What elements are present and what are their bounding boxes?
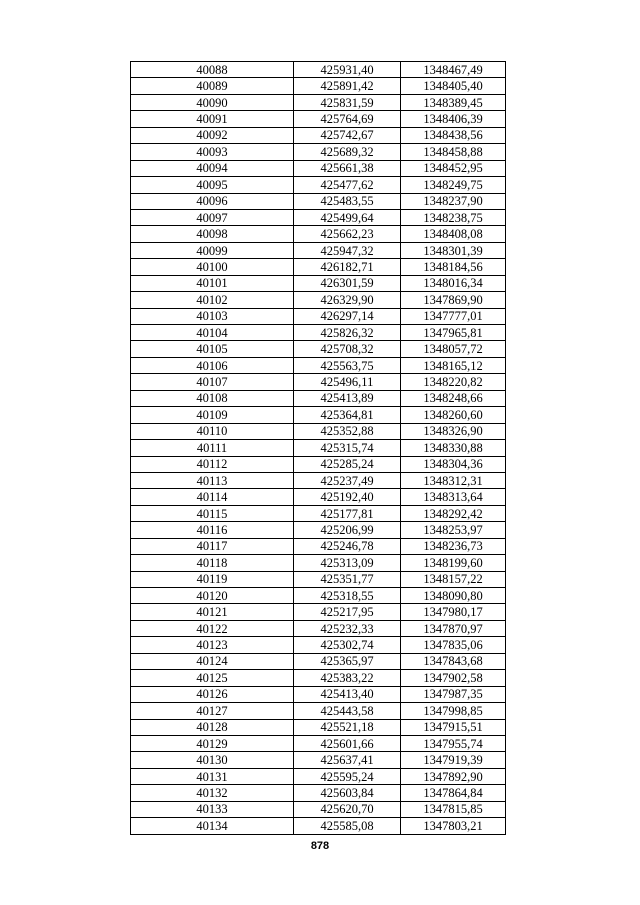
x-coordinate-cell: 425620,70 [294, 801, 401, 817]
point-id-cell: 40129 [131, 735, 294, 751]
point-id-cell: 40098 [131, 226, 294, 242]
table-row [131, 768, 506, 784]
x-coordinate-cell: 425364,81 [294, 407, 401, 423]
table-row [131, 440, 506, 456]
table-row [131, 308, 506, 324]
point-id-cell: 40110 [131, 423, 294, 439]
table-row [131, 275, 506, 291]
point-id-cell: 40102 [131, 292, 294, 308]
point-id-cell: 40115 [131, 505, 294, 521]
y-coordinate-cell: 1348238,75 [401, 209, 506, 225]
y-coordinate-cell: 1348458,88 [401, 144, 506, 160]
y-coordinate-cell: 1348220,82 [401, 374, 506, 390]
coordinates-table [130, 61, 506, 835]
y-coordinate-cell: 1348090,80 [401, 588, 506, 604]
x-coordinate-cell: 425595,24 [294, 768, 401, 784]
point-id-cell: 40100 [131, 259, 294, 275]
x-coordinate-cell: 425891,42 [294, 78, 401, 94]
table-row [131, 242, 506, 258]
table-row [131, 653, 506, 669]
point-id-cell: 40120 [131, 588, 294, 604]
y-coordinate-cell: 1348405,40 [401, 78, 506, 94]
table-row [131, 686, 506, 702]
point-id-cell: 40119 [131, 571, 294, 587]
point-id-cell: 40089 [131, 78, 294, 94]
x-coordinate-cell: 425637,41 [294, 752, 401, 768]
point-id-cell: 40113 [131, 472, 294, 488]
point-id-cell: 40117 [131, 538, 294, 554]
table-row [131, 160, 506, 176]
y-coordinate-cell: 1347987,35 [401, 686, 506, 702]
point-id-cell: 40101 [131, 275, 294, 291]
y-coordinate-cell: 1347998,85 [401, 703, 506, 719]
y-coordinate-cell: 1348326,90 [401, 423, 506, 439]
point-id-cell: 40096 [131, 193, 294, 209]
x-coordinate-cell: 425192,40 [294, 489, 401, 505]
point-id-cell: 40123 [131, 637, 294, 653]
y-coordinate-cell: 1348253,97 [401, 522, 506, 538]
y-coordinate-cell: 1347803,21 [401, 818, 506, 834]
point-id-cell: 40126 [131, 686, 294, 702]
x-coordinate-cell: 426297,14 [294, 308, 401, 324]
point-id-cell: 40108 [131, 390, 294, 406]
x-coordinate-cell: 425931,40 [294, 62, 401, 78]
point-id-cell: 40107 [131, 374, 294, 390]
x-coordinate-cell: 425237,49 [294, 472, 401, 488]
point-id-cell: 40118 [131, 555, 294, 571]
x-coordinate-cell: 425313,09 [294, 555, 401, 571]
table-row [131, 78, 506, 94]
y-coordinate-cell: 1347835,06 [401, 637, 506, 653]
table-row [131, 703, 506, 719]
y-coordinate-cell: 1347843,68 [401, 653, 506, 669]
x-coordinate-cell: 425563,75 [294, 357, 401, 373]
table-row [131, 259, 506, 275]
table-row [131, 801, 506, 817]
table-row [131, 62, 506, 78]
table-row [131, 588, 506, 604]
point-id-cell: 40122 [131, 620, 294, 636]
x-coordinate-cell: 425351,77 [294, 571, 401, 587]
point-id-cell: 40097 [131, 209, 294, 225]
table-row [131, 325, 506, 341]
y-coordinate-cell: 1347870,97 [401, 620, 506, 636]
table-row [131, 637, 506, 653]
point-id-cell: 40131 [131, 768, 294, 784]
point-id-cell: 40112 [131, 456, 294, 472]
table-row [131, 555, 506, 571]
y-coordinate-cell: 1348408,08 [401, 226, 506, 242]
table-row [131, 292, 506, 308]
y-coordinate-cell: 1348249,75 [401, 177, 506, 193]
x-coordinate-cell: 426301,59 [294, 275, 401, 291]
table-row [131, 177, 506, 193]
point-id-cell: 40111 [131, 440, 294, 456]
x-coordinate-cell: 425365,97 [294, 653, 401, 669]
x-coordinate-cell: 425826,32 [294, 325, 401, 341]
table-row [131, 423, 506, 439]
table-row [131, 522, 506, 538]
y-coordinate-cell: 1347777,01 [401, 308, 506, 324]
point-id-cell: 40103 [131, 308, 294, 324]
x-coordinate-cell: 425413,40 [294, 686, 401, 702]
x-coordinate-cell: 425217,95 [294, 604, 401, 620]
coordinates-table-body [131, 62, 506, 835]
table-row [131, 670, 506, 686]
y-coordinate-cell: 1347965,81 [401, 325, 506, 341]
table-row [131, 127, 506, 143]
x-coordinate-cell: 426182,71 [294, 259, 401, 275]
point-id-cell: 40106 [131, 357, 294, 373]
x-coordinate-cell: 425585,08 [294, 818, 401, 834]
y-coordinate-cell: 1348467,49 [401, 62, 506, 78]
x-coordinate-cell: 425246,78 [294, 538, 401, 554]
y-coordinate-cell: 1347902,58 [401, 670, 506, 686]
y-coordinate-cell: 1347915,51 [401, 719, 506, 735]
x-coordinate-cell: 425285,24 [294, 456, 401, 472]
y-coordinate-cell: 1348438,56 [401, 127, 506, 143]
table-row [131, 390, 506, 406]
table-row [131, 209, 506, 225]
x-coordinate-cell: 425661,38 [294, 160, 401, 176]
x-coordinate-cell: 425708,32 [294, 341, 401, 357]
point-id-cell: 40093 [131, 144, 294, 160]
table-row [131, 719, 506, 735]
point-id-cell: 40132 [131, 785, 294, 801]
x-coordinate-cell: 425496,11 [294, 374, 401, 390]
table-row [131, 752, 506, 768]
point-id-cell: 40125 [131, 670, 294, 686]
y-coordinate-cell: 1348389,45 [401, 94, 506, 110]
y-coordinate-cell: 1348330,88 [401, 440, 506, 456]
y-coordinate-cell: 1348016,34 [401, 275, 506, 291]
point-id-cell: 40095 [131, 177, 294, 193]
y-coordinate-cell: 1348248,66 [401, 390, 506, 406]
x-coordinate-cell: 425483,55 [294, 193, 401, 209]
table-row [131, 489, 506, 505]
point-id-cell: 40128 [131, 719, 294, 735]
y-coordinate-cell: 1348301,39 [401, 242, 506, 258]
y-coordinate-cell: 1347864,84 [401, 785, 506, 801]
y-coordinate-cell: 1348165,12 [401, 357, 506, 373]
x-coordinate-cell: 425413,89 [294, 390, 401, 406]
y-coordinate-cell: 1347955,74 [401, 735, 506, 751]
point-id-cell: 40094 [131, 160, 294, 176]
point-id-cell: 40092 [131, 127, 294, 143]
x-coordinate-cell: 425443,58 [294, 703, 401, 719]
table-row [131, 620, 506, 636]
x-coordinate-cell: 425521,18 [294, 719, 401, 735]
x-coordinate-cell: 425177,81 [294, 505, 401, 521]
x-coordinate-cell: 425662,23 [294, 226, 401, 242]
point-id-cell: 40090 [131, 94, 294, 110]
table-row [131, 604, 506, 620]
point-id-cell: 40109 [131, 407, 294, 423]
y-coordinate-cell: 1348292,42 [401, 505, 506, 521]
table-row [131, 374, 506, 390]
point-id-cell: 40130 [131, 752, 294, 768]
table-row [131, 456, 506, 472]
point-id-cell: 40116 [131, 522, 294, 538]
x-coordinate-cell: 425302,74 [294, 637, 401, 653]
page-number: 878 [310, 840, 330, 852]
y-coordinate-cell: 1348236,73 [401, 538, 506, 554]
table-row [131, 785, 506, 801]
point-id-cell: 40127 [131, 703, 294, 719]
x-coordinate-cell: 425477,62 [294, 177, 401, 193]
y-coordinate-cell: 1348237,90 [401, 193, 506, 209]
y-coordinate-cell: 1348312,31 [401, 472, 506, 488]
y-coordinate-cell: 1347980,17 [401, 604, 506, 620]
table-row [131, 357, 506, 373]
y-coordinate-cell: 1348057,72 [401, 341, 506, 357]
table-row [131, 94, 506, 110]
table-row [131, 571, 506, 587]
point-id-cell: 40105 [131, 341, 294, 357]
x-coordinate-cell: 425764,69 [294, 111, 401, 127]
x-coordinate-cell: 426329,90 [294, 292, 401, 308]
table-row [131, 341, 506, 357]
x-coordinate-cell: 425499,64 [294, 209, 401, 225]
y-coordinate-cell: 1348260,60 [401, 407, 506, 423]
y-coordinate-cell: 1348304,36 [401, 456, 506, 472]
y-coordinate-cell: 1347892,90 [401, 768, 506, 784]
y-coordinate-cell: 1347919,39 [401, 752, 506, 768]
x-coordinate-cell: 425831,59 [294, 94, 401, 110]
point-id-cell: 40091 [131, 111, 294, 127]
y-coordinate-cell: 1348313,64 [401, 489, 506, 505]
x-coordinate-cell: 425206,99 [294, 522, 401, 538]
table-row [131, 407, 506, 423]
table-row [131, 538, 506, 554]
table-row [131, 144, 506, 160]
x-coordinate-cell: 425603,84 [294, 785, 401, 801]
point-id-cell: 40124 [131, 653, 294, 669]
point-id-cell: 40134 [131, 818, 294, 834]
x-coordinate-cell: 425383,22 [294, 670, 401, 686]
table-row [131, 735, 506, 751]
y-coordinate-cell: 1347869,90 [401, 292, 506, 308]
point-id-cell: 40104 [131, 325, 294, 341]
point-id-cell: 40099 [131, 242, 294, 258]
y-coordinate-cell: 1348199,60 [401, 555, 506, 571]
x-coordinate-cell: 425601,66 [294, 735, 401, 751]
y-coordinate-cell: 1348157,22 [401, 571, 506, 587]
table-row [131, 472, 506, 488]
table-row [131, 226, 506, 242]
x-coordinate-cell: 425315,74 [294, 440, 401, 456]
point-id-cell: 40121 [131, 604, 294, 620]
x-coordinate-cell: 425689,32 [294, 144, 401, 160]
x-coordinate-cell: 425318,55 [294, 588, 401, 604]
point-id-cell: 40114 [131, 489, 294, 505]
table-row [131, 505, 506, 521]
point-id-cell: 40088 [131, 62, 294, 78]
x-coordinate-cell: 425742,67 [294, 127, 401, 143]
point-id-cell: 40133 [131, 801, 294, 817]
table-row [131, 818, 506, 834]
x-coordinate-cell: 425352,88 [294, 423, 401, 439]
x-coordinate-cell: 425232,33 [294, 620, 401, 636]
table-row [131, 193, 506, 209]
y-coordinate-cell: 1348406,39 [401, 111, 506, 127]
table-row [131, 111, 506, 127]
y-coordinate-cell: 1348452,95 [401, 160, 506, 176]
y-coordinate-cell: 1347815,85 [401, 801, 506, 817]
x-coordinate-cell: 425947,32 [294, 242, 401, 258]
y-coordinate-cell: 1348184,56 [401, 259, 506, 275]
